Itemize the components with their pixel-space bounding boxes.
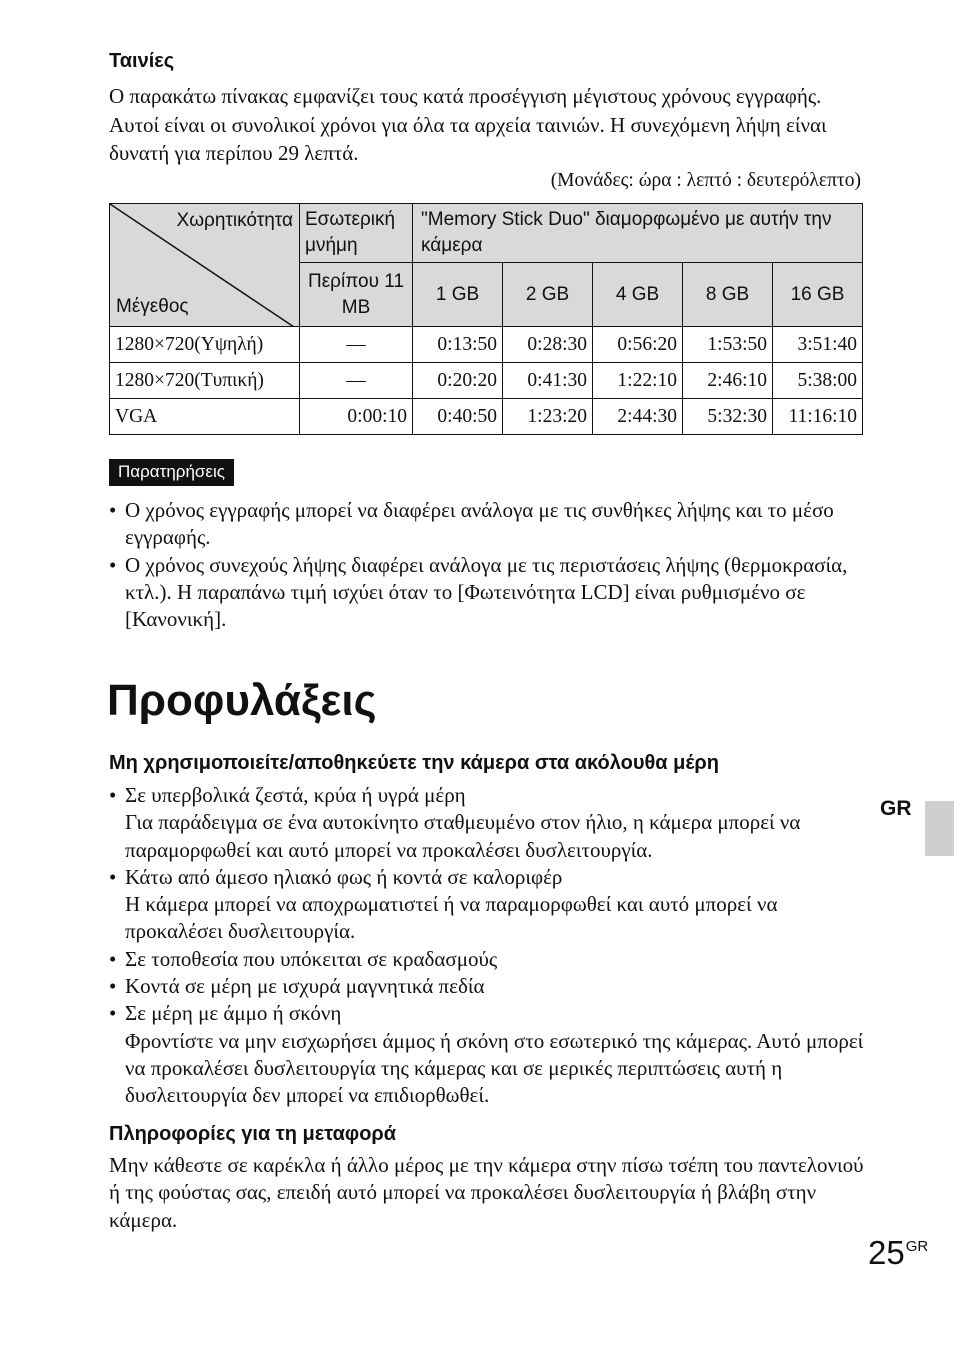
table-cell: 5:32:30 [683,399,773,435]
item-body: Η κάμερα μπορεί να αποχρωματιστεί ή να παραμορφωθεί και αυτό μπορεί να προκαλέσει δυσλειτουργία. [125,892,778,944]
table-corner-cell [110,204,300,327]
movies-intro: Ο παρακάτω πίνακας εμφανίζει τους κατά προσέγγιση μέγιστους χρόνους εγγραφής. Αυτοί είναι οι συνολικοί χρόνοι για όλα τα αρχεία ταινιών. Η συνεχόμενη λήψη είναι δυνατή για περίπου 29 λεπτά. [109,84,827,165]
units-note: (Μονάδες: ώρα : λεπτό : δευτερόλεπτο) [550,170,861,191]
subheader-cell: 2 GB [503,263,593,327]
subheader-cell: 4 GB [593,263,683,327]
subheader-cell: 1 GB [413,263,503,327]
size-label: Μέγεθος [116,296,189,317]
table-cell: 0:00:10 [300,399,413,435]
note-item: • Ο χρόνος εγγραφής μπορεί να διαφέρει ανάλογα με τις συνθήκες λήψης και το μέσο εγγραφής. [109,497,869,552]
recording-time-table [109,203,863,435]
row-label: 1280×720(Τυπική) [110,363,300,399]
table-cell: 0:41:30 [503,363,593,399]
precautions-title: Προφυλάξεις [107,676,377,725]
page-number [868,1234,928,1272]
table-cell: — [300,363,413,399]
row-label: 1280×720(Υψηλή) [110,327,300,363]
table-cell: 1:23:20 [503,399,593,435]
subheader-cell: Περίπου 11 MB [300,263,413,327]
item-head: • Κοντά σε μέρη με ισχυρά μαγνητικά πεδία [125,974,485,999]
item-body: Για παράδειγμα σε ένα αυτοκίνητο σταθμευμένο στον ήλιο, η κάμερα μπορεί να παραμορφωθεί και αυτό μπορεί να προκαλέσει δυσλειτουργία. [125,810,801,862]
table-cell: 1:53:50 [683,327,773,363]
table-cell: 0:13:50 [413,327,503,363]
table-cell: 0:28:30 [503,327,593,363]
table-cell: 1:22:10 [593,363,683,399]
transport-heading: Πληροφορίες για τη μεταφορά [109,1123,397,1145]
list-item [109,946,869,973]
list-item [109,1000,869,1109]
item-head: • Σε τοποθεσία που υπόκειται σε κραδασμούς [125,946,498,971]
do-not-use-list [109,782,869,1110]
language-tab [925,801,954,856]
language-label: GR [880,797,912,820]
subheader-cell: 8 GB [683,263,773,327]
table-cell: 3:51:40 [773,327,863,363]
notes-badge: Παρατηρήσεις [109,459,234,486]
list-item [109,864,869,946]
do-not-use-heading: Μη χρησιμοποιείτε/αποθηκεύετε την κάμερα στα ακόλουθα μέρη [109,752,719,774]
item-body: Φροντίστε να μην εισχωρήσει άμμος ή σκόνη στο εσωτερικό της κάμερας. Αυτό μπορεί να προκαλέσει δυσλειτουργία της κάμερας και σε μερικές περιπτώσεις αυτή η δυσλειτουργία δεν μπορεί να επιδιορθωθεί. [125,1028,864,1108]
table-cell: 0:40:50 [413,399,503,435]
table-cell: 2:44:30 [593,399,683,435]
table-row [110,327,863,363]
item-head: • Σε μέρη με άμμο ή σκόνη [125,1001,342,1026]
list-item [109,782,869,864]
list-item [109,973,869,1000]
item-head: • Κάτω από άμεσο ηλιακό φως ή κοντά σε καλοριφέρ [125,864,563,889]
memory-stick-header: "Memory Stick Duo" διαμορφωμένο με αυτήν την κάμερα [413,204,863,263]
table-row [110,363,863,399]
table-cell: 2:46:10 [683,363,773,399]
note-item: • Ο χρόνος συνεχούς λήψης διαφέρει ανάλογα με τις περιστάσεις λήψης (θερμοκρασία, κτλ.). Η παραπάνω τιμή ισχύει όταν το [Φωτεινότητα LCD] είναι ρυθμισμένο σε [Κανονική]. [109,552,869,634]
table-cell: 0:56:20 [593,327,683,363]
table-cell: — [300,327,413,363]
table-cell: 0:20:20 [413,363,503,399]
item-head: • Σε υπερβολικά ζεστά, κρύα ή υγρά μέρη [125,783,466,807]
capacity-label: Χωρητικότητα [176,210,293,231]
transport-body: Μην κάθεστε σε καρέκλα ή άλλο μέρος με την κάμερα στην πίσω τσέπη του παντελονιού ή της φούστας σας, επειδή αυτό μπορεί να προκαλέσει δυσλειτουργία ή βλάβη στην κάμερα. [109,1153,864,1232]
movies-heading: Ταινίες [109,50,175,72]
row-label: VGA [110,399,300,435]
internal-memory-header: Εσωτερική μνήμη [300,204,413,263]
page-number-suffix: GR [905,1238,929,1255]
table-row [110,399,863,435]
table-cell: 5:38:00 [773,363,863,399]
table-cell: 11:16:10 [773,399,863,435]
page-number-value: 25 [868,1234,905,1271]
subheader-cell: 16 GB [773,263,863,327]
notes-list [109,497,869,633]
